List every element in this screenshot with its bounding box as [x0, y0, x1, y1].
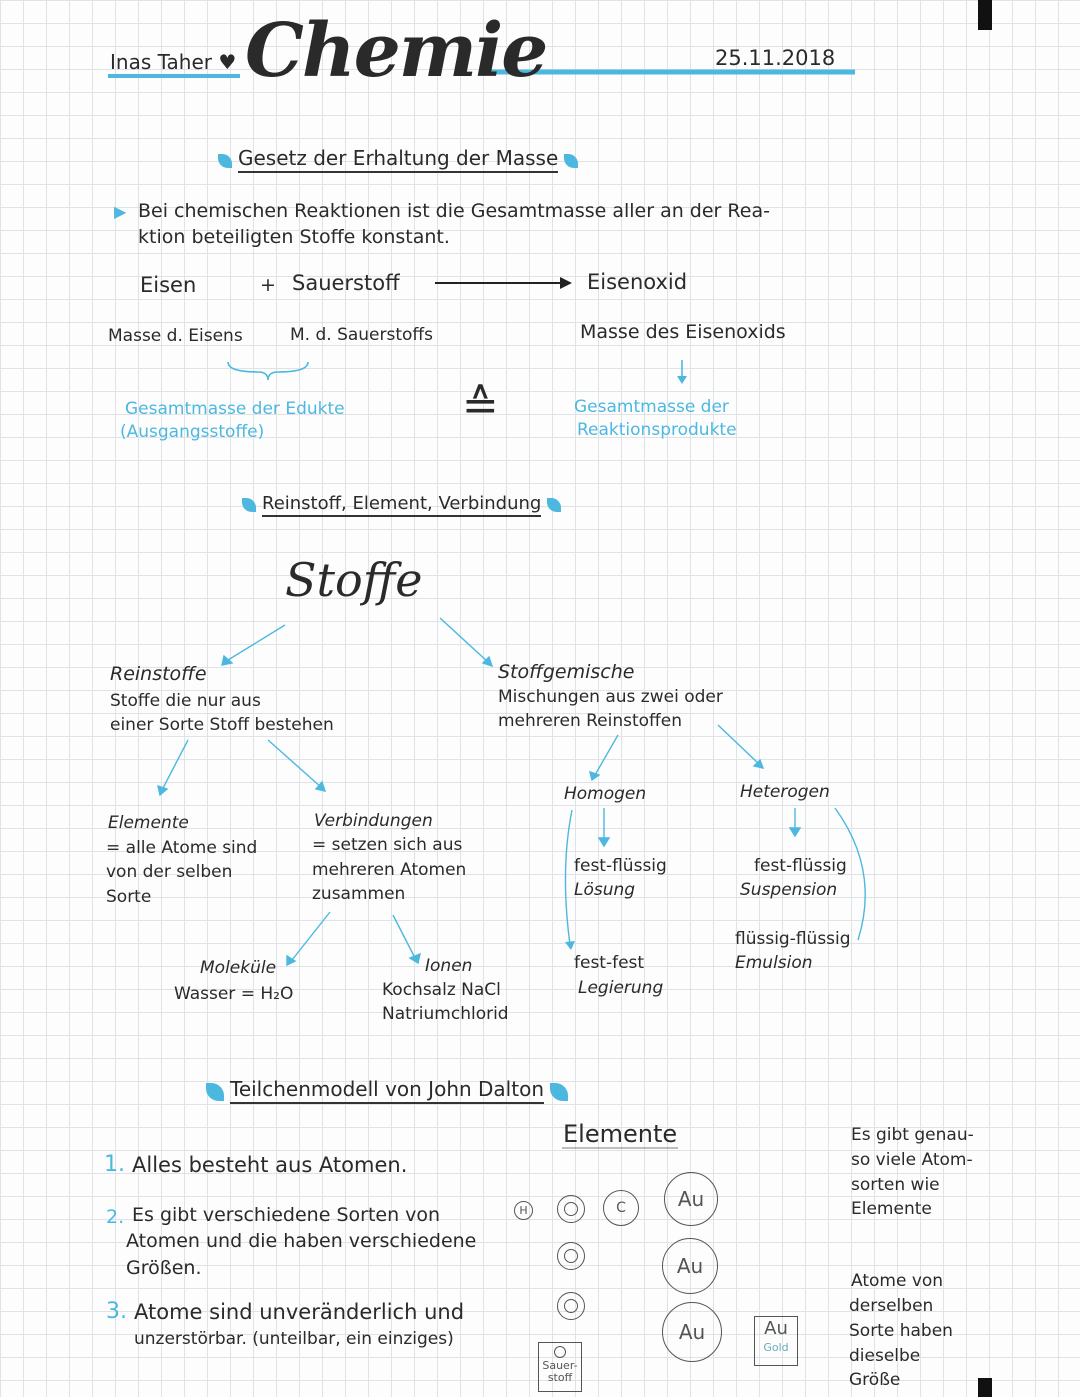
homogen-loesung: Lösung: [574, 880, 636, 900]
point3-line1: Atome sind unveränderlich und: [134, 1300, 465, 1324]
stoffgemische-title: Stoffgemische: [498, 661, 635, 683]
bullet-arrow-icon: ▶: [114, 202, 127, 221]
page-title: Chemie: [245, 8, 547, 94]
legend-sauerstoff-line2: stoff: [547, 1371, 573, 1384]
ionen-title: Ionen: [425, 956, 473, 976]
heterogen-title: Heterogen: [740, 782, 830, 802]
point2-line1: Es gibt verschiedene Sorten von: [132, 1204, 441, 1226]
homogen-fest-fest: fest-fest: [574, 953, 645, 973]
elemente-label: Elemente: [563, 1120, 678, 1148]
atom-carbon: C: [603, 1190, 639, 1226]
heterogen-emulsion: Emulsion: [735, 953, 813, 973]
edge-mark: [978, 0, 992, 30]
side-note1-line2: so viele Atom-: [851, 1150, 973, 1170]
reinstoffe-title: Reinstoffe: [110, 663, 207, 685]
leaf-icon: [218, 154, 232, 168]
legend-box-gold: [754, 1316, 798, 1366]
mass-sauerstoff: M. d. Sauerstoffs: [290, 325, 433, 345]
legend-box-sauerstoff: [538, 1342, 582, 1392]
side-note2-line3: Sorte haben: [849, 1321, 953, 1341]
point3-number: 3.: [106, 1299, 127, 1324]
molekuele-title: Moleküle: [200, 958, 277, 978]
ionen-line1: Kochsalz NaCl: [382, 980, 501, 1000]
leaf-icon: [242, 498, 256, 512]
tree-root-stoffe: Stoffe: [285, 553, 423, 607]
point1-text: Alles besteht aus Atomen.: [132, 1153, 408, 1177]
equation-plus: +: [260, 274, 276, 296]
verbindungen-line3: zusammen: [312, 884, 406, 904]
side-note2-line5: Größe: [849, 1370, 901, 1390]
section2-heading: Reinstoff, Element, Verbindung: [236, 493, 567, 514]
leaf-icon: [206, 1083, 224, 1101]
ionen-line2: Natriumchlorid: [382, 1004, 509, 1024]
total-mass-products-line1: Gesamtmasse der: [574, 397, 729, 417]
leaf-icon: [564, 154, 578, 168]
point2-line2: Atomen und die haben verschiedene: [126, 1230, 477, 1252]
total-mass-educts-line2: (Ausgangsstoffe): [120, 422, 265, 442]
heterogen-suspension: Suspension: [740, 880, 838, 900]
atom-gold: Au: [664, 1172, 718, 1226]
side-note2-line1: Atome von: [851, 1271, 944, 1291]
law-statement-line2: ktion beteiligten Stoffe konstant.: [138, 226, 450, 248]
equation-eisen: Eisen: [140, 273, 197, 297]
equation-eisenoxid: Eisenoxid: [587, 270, 688, 294]
point1-number: 1.: [104, 1152, 125, 1177]
edge-mark: [978, 1378, 992, 1397]
point2-number: 2.: [106, 1206, 125, 1228]
total-mass-educts-line1: Gesamtmasse der Edukte: [125, 399, 345, 419]
mass-eisenoxid: Masse des Eisenoxids: [580, 321, 786, 343]
leaf-icon: [547, 498, 561, 512]
author-name: Inas Taher ♥: [110, 50, 237, 74]
elemente-title: Elemente: [108, 813, 189, 833]
leaf-icon: [550, 1083, 568, 1101]
homogen-legierung: Legierung: [578, 978, 664, 998]
legend-sauerstoff-line1: Sauer-: [542, 1359, 578, 1372]
oxygen-atom-icon: [554, 1346, 566, 1358]
verbindungen-line1: = setzen sich aus: [312, 835, 463, 855]
section1-heading: Gesetz der Erhaltung der Masse: [212, 146, 584, 170]
verbindungen-title: Verbindungen: [314, 811, 433, 831]
date: 25.11.2018: [715, 46, 836, 70]
homogen-fest-fluessig: fest-flüssig: [574, 856, 667, 876]
side-note2-line2: derselben: [849, 1296, 934, 1316]
stoffgemische-line2: mehreren Reinstoffen: [498, 711, 682, 731]
point2-line3: Größen.: [126, 1257, 202, 1279]
heterogen-fest-fluessig: fest-flüssig: [754, 856, 847, 876]
reinstoffe-line2: einer Sorte Stoff bestehen: [110, 715, 334, 735]
elemente-line1: = alle Atome sind: [106, 838, 258, 858]
atom-gold: Au: [662, 1238, 718, 1294]
elemente-line2: von der selben: [106, 862, 233, 882]
atom-oxygen: [557, 1195, 585, 1223]
atom-gold: Au: [662, 1302, 722, 1362]
atom-oxygen: [557, 1292, 585, 1320]
total-mass-products-line2: Reaktionsprodukte: [577, 420, 737, 440]
atom-oxygen: [557, 1242, 585, 1270]
side-note2-line4: dieselbe: [849, 1346, 921, 1366]
equation-sauerstoff: Sauerstoff: [292, 271, 400, 295]
legend-gold-name: Gold: [763, 1341, 789, 1354]
stoffgemische-line1: Mischungen aus zwei oder: [498, 687, 723, 707]
atom-hydrogen: H: [514, 1201, 533, 1220]
law-statement-line1: Bei chemischen Reaktionen ist die Gesamtmasse aller an der Rea-: [138, 200, 770, 222]
legend-gold-symbol: Au: [764, 1318, 788, 1339]
mass-eisen: Masse d. Eisens: [108, 326, 243, 346]
point3-line2: unzerstörbar. (unteilbar, ein einziges): [134, 1329, 454, 1349]
side-note1-line4: Elemente: [851, 1199, 932, 1219]
side-note1-line1: Es gibt genau-: [851, 1125, 974, 1145]
section3-heading: Teilchenmodell von John Dalton: [200, 1077, 574, 1101]
verbindungen-line2: mehreren Atomen: [312, 860, 467, 880]
elemente-line3: Sorte: [106, 887, 152, 907]
homogen-title: Homogen: [564, 784, 647, 804]
side-note1-line3: sorten wie: [851, 1175, 940, 1195]
molekuele-example: Wasser = H₂O: [174, 984, 294, 1004]
corresponds-symbol: ≙: [462, 380, 499, 431]
heterogen-fluessig-fluessig: flüssig-flüssig: [735, 929, 851, 949]
reinstoffe-line1: Stoffe die nur aus: [110, 691, 261, 711]
